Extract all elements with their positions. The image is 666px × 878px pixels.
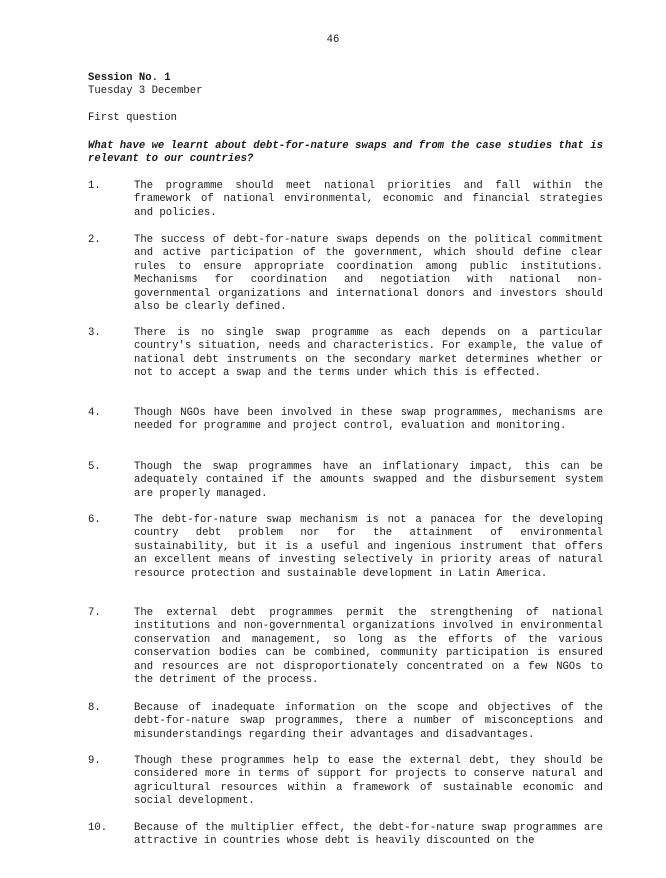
item-text: There is no single swap programme as each depends on a particular country's situation, needs and characteristics. For example, the value of national debt instruments on the secondary market determines whether or not to accept a swap and the terms under which this is effected. xyxy=(134,327,603,380)
item-number: 10. xyxy=(88,822,108,834)
item-text: Though the swap programmes have an inflationary impact, this can be adequately contained if the amounts swapped and the disbursement system are properly managed. xyxy=(134,461,603,500)
item-text: Though these programmes help to ease the external debt, they should be considered more in terms of support for projects to conserve natural and agricultural resources within a framework of sustainable economic and social development. xyxy=(134,755,603,808)
item-text: The success of debt-for-nature swaps depends on the political commitment and active participation of the government, which should define clear rules to ensure appropriate coordination among public institutions. Mechanisms for coordination and negotiation with national non-governmental organizations and international donors and investors should also be clearly defined. xyxy=(134,234,603,314)
page-number: 46 xyxy=(326,34,340,46)
item-text: The debt-for-nature swap mechanism is not a panacea for the developing country debt problem nor for the attainment of environmental sustainability, but it is a useful and ingenious instrument that offers an excellent means of investing selectively in priority areas of natural resource protection and sustainable development in Latin America. xyxy=(134,514,603,580)
item-number: 9. xyxy=(88,755,101,767)
item-text: Because of the multiplier effect, the debt-for-nature swap programmes are attractive in countries whose debt is heavily discounted on the xyxy=(134,822,603,848)
subheading: First question xyxy=(88,112,178,124)
item-number: 5. xyxy=(88,461,101,473)
item-text: The external debt programmes permit the strengthening of national institutions and non-governmental organizations involved in environmental conservation and management, so long as the efforts of the various conservation bodies can be combined, community participation is ensured and resources are not disproportionately concentrated on a few NGOs to the detriment of the process. xyxy=(134,607,603,687)
item-text: Because of inadequate information on the scope and objectives of the debt-for-nature swap programmes, there a number of misconceptions and misunderstandings regarding their advantages and disadvantages. xyxy=(134,702,603,741)
session-date: Tuesday 3 December xyxy=(88,85,203,98)
session-header xyxy=(88,72,603,99)
session-title: Session No. 1 xyxy=(88,72,171,84)
item-number: 4. xyxy=(88,407,101,419)
item-number: 8. xyxy=(88,702,101,714)
item-text: Though NGOs have been involved in these swap programmes, mechanisms are needed for programme and project control, evaluation and monitoring. xyxy=(134,407,603,433)
item-number: 1. xyxy=(88,180,101,192)
item-number: 2. xyxy=(88,234,101,246)
item-number: 3. xyxy=(88,327,101,339)
item-number: 7. xyxy=(88,607,101,619)
question: What have we learnt about debt-for-nature swaps and from the case studies that is relevant to our countries? xyxy=(88,140,603,166)
item-number: 6. xyxy=(88,514,101,526)
item-text: The programme should meet national priorities and fall within the framework of national environmental, economic and financial strategies and policies. xyxy=(134,180,603,219)
